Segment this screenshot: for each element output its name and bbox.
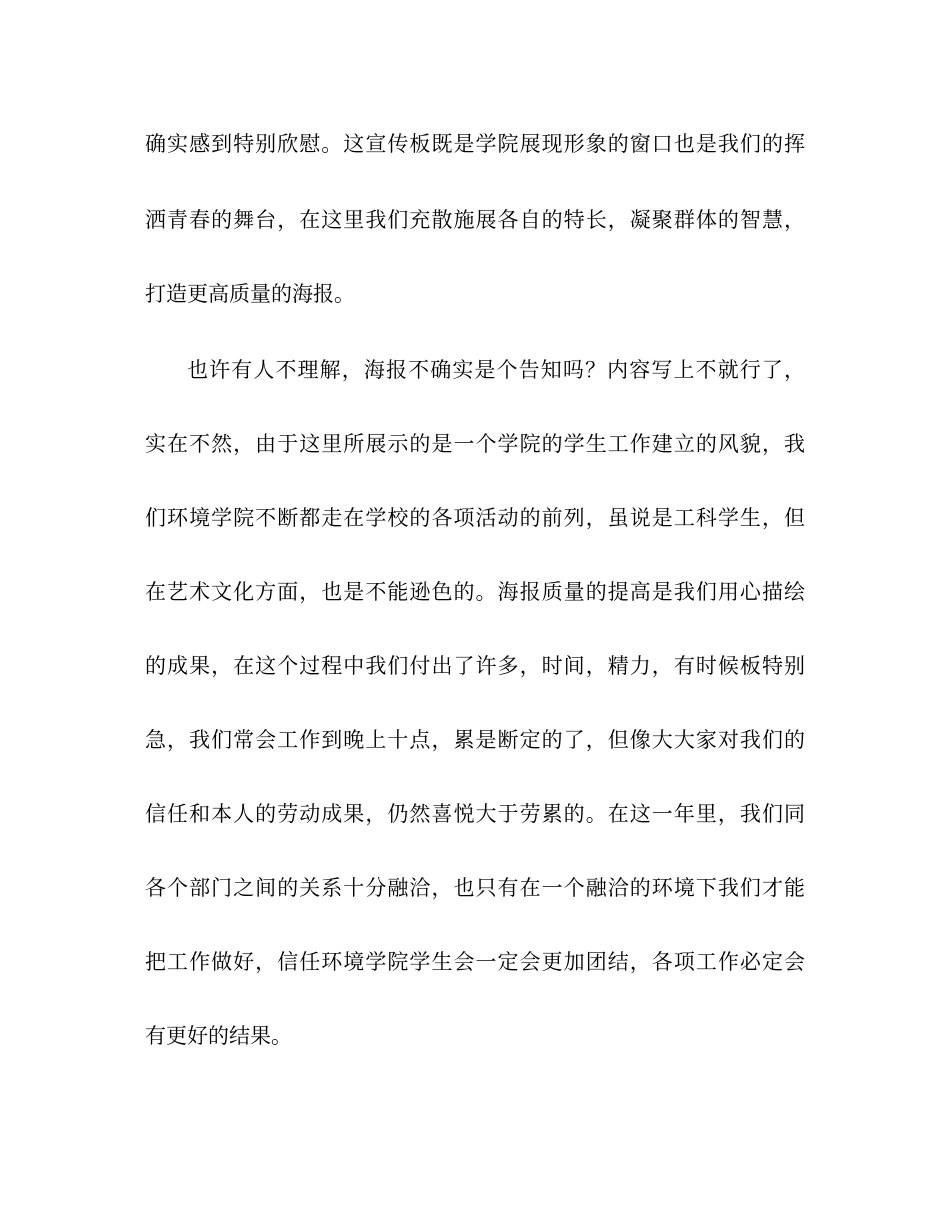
paragraph-2-line-10: 有更好的结果。	[145, 1024, 292, 1048]
paragraph-2-line-1: 也许有人不理解，海报不确实是个告知吗？内容写上不就行了，	[187, 358, 805, 382]
paragraph-2-line-5: 的成果，在这个过程中我们付出了许多，时间，精力，有时候板特别	[145, 654, 805, 678]
paragraph-2-line-2: 实在不然，由于这里所展示的是一个学院的学生工作建立的风貌，我	[145, 432, 805, 456]
paragraph-1-line-1: 确实感到特别欣慰。这宣传板既是学院展现形象的窗口也是我们的挥	[145, 132, 805, 156]
paragraph-2-line-3: 们环境学院不断都走在学校的各项活动的前列，虽说是工科学生，但	[145, 506, 805, 530]
paragraph-2-line-9: 把工作做好，信任环境学院学生会一定会更加团结，各项工作必定会	[145, 950, 805, 974]
paragraph-2-line-4: 在艺术文化方面，也是不能逊色的。海报质量的提高是我们用心描绘	[145, 580, 805, 604]
paragraph-2-line-6: 急，我们常会工作到晚上十点，累是断定的了，但像大大家对我们的	[145, 728, 805, 752]
paragraph-2-line-7: 信任和本人的劳动成果，仍然喜悦大于劳累的。在这一年里，我们同	[145, 802, 805, 826]
paragraph-2-line-8: 各个部门之间的关系十分融洽，也只有在一个融洽的环境下我们才能	[145, 876, 805, 900]
paragraph-1-line-2: 洒青春的舞台，在这里我们充散施展各自的特长，凝聚群体的智慧，	[145, 208, 805, 232]
paragraph-1-line-3: 打造更高质量的海报。	[145, 282, 355, 306]
